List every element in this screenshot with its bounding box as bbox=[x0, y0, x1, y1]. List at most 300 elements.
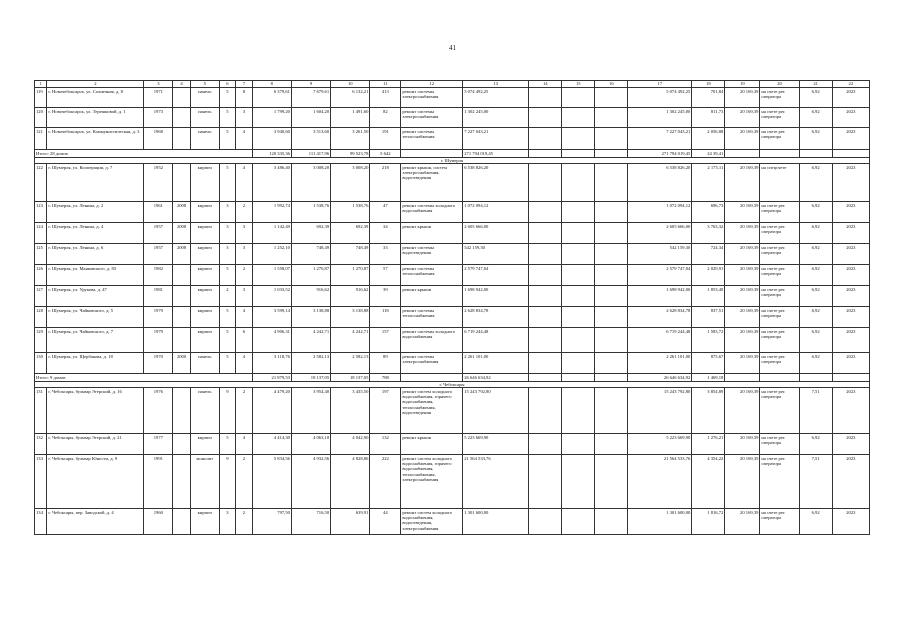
cell-c22: 2023 bbox=[832, 223, 869, 244]
cell-cost: 5 074 492,25 bbox=[463, 88, 529, 108]
total-empty bbox=[529, 150, 562, 158]
total-area-3: 18 137,05 bbox=[331, 374, 370, 382]
column-number-cell: 5 bbox=[190, 81, 219, 88]
cell-no: 127 bbox=[35, 286, 47, 307]
cell-ent: 3 bbox=[236, 286, 253, 307]
total-area-1: 21 879,53 bbox=[252, 374, 291, 382]
cell-fl: 3 bbox=[219, 223, 236, 244]
cell-year2: 2008 bbox=[173, 223, 191, 244]
cell-c17: 1 698 942,00 bbox=[628, 286, 692, 307]
column-number-cell: 1 bbox=[35, 81, 47, 88]
column-number-cell: 14 bbox=[529, 81, 562, 88]
cell-ent: 2 bbox=[236, 509, 253, 535]
cell-c21: 6,92 bbox=[799, 128, 832, 150]
cell-year: 1979 bbox=[144, 307, 173, 328]
cell-c16 bbox=[595, 223, 628, 244]
total-empty bbox=[725, 374, 760, 382]
cell-cost: 6 538 826,20 bbox=[463, 164, 529, 202]
cell-a1: 1 799,20 bbox=[252, 108, 291, 128]
cell-res: 47 bbox=[370, 202, 401, 223]
cell-work: ремонт системы теплоснабжения bbox=[401, 307, 463, 328]
cell-addr: г. Шумерля, ул. Ленина, д. 6 bbox=[47, 244, 144, 265]
cell-year: 1968 bbox=[144, 128, 173, 150]
cell-c15 bbox=[562, 164, 595, 202]
cell-res: 413 bbox=[370, 88, 401, 108]
cell-c21: 6,92 bbox=[799, 164, 832, 202]
cell-ent: 8 bbox=[236, 88, 253, 108]
cell-c14 bbox=[529, 353, 562, 374]
cell-a2: 4 932,56 bbox=[291, 455, 330, 509]
cell-a2: 3 954,40 bbox=[291, 388, 330, 434]
cell-fl: 5 bbox=[219, 265, 236, 286]
cell-c18: 1 583,72 bbox=[692, 328, 725, 353]
column-number-cell: 17 bbox=[628, 81, 692, 88]
cell-ent: 4 bbox=[236, 164, 253, 202]
cell-work: ремонт системы холодного водоснабжения bbox=[401, 202, 463, 223]
cell-a3: 1 270,87 bbox=[331, 265, 370, 286]
table-row bbox=[35, 244, 870, 265]
column-number-cell: 7 bbox=[236, 81, 253, 88]
total-cost: 271 794 019,45 bbox=[463, 150, 529, 158]
cell-a3: 3 138,88 bbox=[331, 307, 370, 328]
cell-a2: 3 008,20 bbox=[291, 164, 330, 202]
cell-c18: 1 276,21 bbox=[692, 434, 725, 455]
cell-cost: 6 719 244,48 bbox=[463, 328, 529, 353]
cell-ent: 4 bbox=[236, 434, 253, 455]
cell-c22: 2023 bbox=[832, 328, 869, 353]
cell-a1: 1 033,52 bbox=[252, 286, 291, 307]
cell-c16 bbox=[595, 434, 628, 455]
cell-c21: 6,92 bbox=[799, 328, 832, 353]
cell-cost: 542 159,30 bbox=[463, 244, 529, 265]
column-number-cell: 18 bbox=[692, 81, 725, 88]
cell-addr: г. Чебоксары, пер. Заводской, д. 4 bbox=[47, 509, 144, 535]
cell-a2: 1 538,76 bbox=[291, 202, 330, 223]
column-number-cell: 22 bbox=[832, 81, 869, 88]
cell-year2 bbox=[173, 307, 191, 328]
cell-a1: 4 906,31 bbox=[252, 328, 291, 353]
cell-c14 bbox=[529, 164, 562, 202]
cell-c22: 2023 bbox=[832, 434, 869, 455]
column-number-cell: 11 bbox=[370, 81, 401, 88]
cell-c14 bbox=[529, 128, 562, 150]
cell-c18: 3 854,89 bbox=[692, 388, 725, 434]
cell-c16 bbox=[595, 108, 628, 128]
cell-c20: на счете рег. оператора bbox=[760, 244, 799, 265]
cell-c22: 2023 bbox=[832, 164, 869, 202]
cell-c18: 1 853,49 bbox=[692, 286, 725, 307]
total-row bbox=[35, 374, 870, 382]
table-row bbox=[35, 286, 870, 307]
column-number-cell: 3 bbox=[144, 81, 173, 88]
cell-res: 34 bbox=[370, 223, 401, 244]
cell-c16 bbox=[595, 128, 628, 150]
cell-ent: 2 bbox=[236, 202, 253, 223]
cell-c19: 20 169,39 bbox=[725, 353, 760, 374]
table-row bbox=[35, 128, 870, 150]
cell-a1: 4 414,30 bbox=[252, 434, 291, 455]
cell-c16 bbox=[595, 455, 628, 509]
cell-c22: 2023 bbox=[832, 353, 869, 374]
cell-c17: 2 261 101,00 bbox=[628, 353, 692, 374]
cell-addr: г. Шумерля, ул. Маяковского, д. 83 bbox=[47, 265, 144, 286]
cell-c17: 2 605 666,00 bbox=[628, 223, 692, 244]
cell-c18: 3 763,32 bbox=[692, 223, 725, 244]
cell-c22: 2023 bbox=[832, 128, 869, 150]
cell-a3: 639,91 bbox=[331, 509, 370, 535]
cell-a1: 1 142,49 bbox=[252, 223, 291, 244]
cell-res: 82 bbox=[370, 108, 401, 128]
cell-c14 bbox=[529, 202, 562, 223]
cell-year2 bbox=[173, 388, 191, 434]
cell-res: 89 bbox=[370, 353, 401, 374]
cell-c21: 7,51 bbox=[799, 388, 832, 434]
cell-res: 157 bbox=[370, 328, 401, 353]
cell-c17: 7 227 043,21 bbox=[628, 128, 692, 150]
cell-no: 124 bbox=[35, 223, 47, 244]
cell-c20: на счете рег. оператора bbox=[760, 434, 799, 455]
total-empty bbox=[401, 374, 463, 382]
table-row bbox=[35, 265, 870, 286]
cell-a1: 1 558,07 bbox=[252, 265, 291, 286]
cell-c18: 2 175,11 bbox=[692, 164, 725, 202]
cell-c15 bbox=[562, 509, 595, 535]
cell-c15 bbox=[562, 434, 595, 455]
cell-c16 bbox=[595, 164, 628, 202]
cell-no: 128 bbox=[35, 307, 47, 328]
cell-work: ремонт системы водоотведения bbox=[401, 244, 463, 265]
cell-a1: 3 940,60 bbox=[252, 128, 291, 150]
total-residents: 788 bbox=[370, 374, 401, 382]
column-number-cell: 2 bbox=[47, 81, 144, 88]
cell-a2: 3 138,88 bbox=[291, 307, 330, 328]
cell-c22: 2023 bbox=[832, 88, 869, 108]
cell-c14 bbox=[529, 434, 562, 455]
cell-addr: г. Шумерля, ул. Ленина, д. 4 bbox=[47, 223, 144, 244]
cell-c18: 701,84 bbox=[692, 88, 725, 108]
cell-addr: г. Чебоксары, бульвар Юности, д. 9 bbox=[47, 455, 144, 509]
cell-fl: 5 bbox=[219, 353, 236, 374]
cell-c20: на счете рег. оператора bbox=[760, 455, 799, 509]
cell-work: ремонт крыши, систем электроснабжения, водоотведения bbox=[401, 164, 463, 202]
cell-work: ремонт системы электроснабжения bbox=[401, 88, 463, 108]
cell-cost: 2 579 747,04 bbox=[463, 265, 529, 286]
cell-no: 125 bbox=[35, 244, 47, 265]
cell-a2: 692,39 bbox=[291, 223, 330, 244]
total-label: Итого: 28 домов bbox=[35, 150, 253, 158]
cell-mat: панель bbox=[190, 108, 219, 128]
total-area-2: 18 137,05 bbox=[291, 374, 330, 382]
cell-c17: 1 302 245,00 bbox=[628, 108, 692, 128]
cell-fl: 5 bbox=[219, 128, 236, 150]
total-area-3: 99 523,78 bbox=[331, 150, 370, 158]
cell-a3: 748,49 bbox=[331, 244, 370, 265]
table-row bbox=[35, 388, 870, 434]
cell-c15 bbox=[562, 244, 595, 265]
total-cost: 26 646 634,92 bbox=[463, 374, 529, 382]
cell-a3: 3 008,20 bbox=[331, 164, 370, 202]
table-row bbox=[35, 353, 870, 374]
cell-year2 bbox=[173, 265, 191, 286]
cell-c17: 6 538 826,20 bbox=[628, 164, 692, 202]
column-number-cell: 20 bbox=[760, 81, 799, 88]
cell-ent: 4 bbox=[236, 128, 253, 150]
cell-c16 bbox=[595, 307, 628, 328]
cell-c14 bbox=[529, 328, 562, 353]
cell-fl: 5 bbox=[219, 307, 236, 328]
column-number-cell: 12 bbox=[401, 81, 463, 88]
cell-work: ремонт крыши bbox=[401, 434, 463, 455]
cell-res: 39 bbox=[370, 286, 401, 307]
cell-cost: 7 227 043,21 bbox=[463, 128, 529, 150]
total-label: Итого: 9 домов bbox=[35, 374, 253, 382]
cell-res: 33 bbox=[370, 244, 401, 265]
cell-c20: на счете рег. оператора bbox=[760, 328, 799, 353]
cell-c18: 2 056,88 bbox=[692, 128, 725, 150]
cell-no: 131 bbox=[35, 388, 47, 434]
cell-c17: 2 628 834,78 bbox=[628, 307, 692, 328]
table-row bbox=[35, 164, 870, 202]
cell-mat: кирпич bbox=[190, 244, 219, 265]
column-number-cell: 16 bbox=[595, 81, 628, 88]
cell-a2: 748,49 bbox=[291, 244, 330, 265]
column-number-cell: 15 bbox=[562, 81, 595, 88]
cell-ent: 2 bbox=[236, 455, 253, 509]
cell-c15 bbox=[562, 223, 595, 244]
cell-c19: 20 169,39 bbox=[725, 286, 760, 307]
cell-ent: 6 bbox=[236, 328, 253, 353]
section-title: г. Чебоксары bbox=[35, 382, 870, 388]
cell-year: 1982 bbox=[144, 265, 173, 286]
cell-cost: 1 698 942,00 bbox=[463, 286, 529, 307]
cell-c14 bbox=[529, 307, 562, 328]
cell-c15 bbox=[562, 328, 595, 353]
cell-year2 bbox=[173, 509, 191, 535]
cell-fl: 3 bbox=[219, 202, 236, 223]
cell-no: 129 bbox=[35, 328, 47, 353]
cell-a2: 716,50 bbox=[291, 509, 330, 535]
cell-c20: на счете рег. оператора bbox=[760, 202, 799, 223]
section-title: г. Шумерля bbox=[35, 158, 870, 164]
cell-year: 1952 bbox=[144, 164, 173, 202]
cell-c21: 6,92 bbox=[799, 108, 832, 128]
cell-c14 bbox=[529, 388, 562, 434]
cell-cost: 1 301 600,00 bbox=[463, 509, 529, 535]
cell-c14 bbox=[529, 108, 562, 128]
cell-year2 bbox=[173, 108, 191, 128]
cell-addr: г. Шумерля, ул. Урукова, д. 47 bbox=[47, 286, 144, 307]
cell-c19: 20 169,39 bbox=[725, 164, 760, 202]
cell-c21: 6,92 bbox=[799, 223, 832, 244]
register-table-body bbox=[35, 81, 870, 535]
cell-year2 bbox=[173, 128, 191, 150]
cell-mat: панель bbox=[190, 388, 219, 434]
cell-c14 bbox=[529, 265, 562, 286]
cell-cost: 21 564 533,76 bbox=[463, 455, 529, 509]
cell-a1: 6 379,61 bbox=[252, 88, 291, 108]
cell-cost: 2 628 834,78 bbox=[463, 307, 529, 328]
cell-year: 1961 bbox=[144, 202, 173, 223]
cell-c20: на спецсчете bbox=[760, 164, 799, 202]
cell-a1: 5 834,56 bbox=[252, 455, 291, 509]
cell-c18: 811,73 bbox=[692, 108, 725, 128]
cell-a3: 916,62 bbox=[331, 286, 370, 307]
cell-mat: кирпич bbox=[190, 509, 219, 535]
cell-c18: 1 816,72 bbox=[692, 509, 725, 535]
cell-mat: кирпич bbox=[190, 164, 219, 202]
cell-c14 bbox=[529, 223, 562, 244]
total-empty bbox=[595, 150, 628, 158]
total-empty bbox=[595, 374, 628, 382]
cell-work: ремонт системы электроснабжения bbox=[401, 353, 463, 374]
cell-c21: 6,92 bbox=[799, 353, 832, 374]
cell-c16 bbox=[595, 244, 628, 265]
cell-mat: кирпич bbox=[190, 328, 219, 353]
cell-a2: 2 582,13 bbox=[291, 353, 330, 374]
cell-cost: 2 605 666,00 bbox=[463, 223, 529, 244]
cell-c14 bbox=[529, 455, 562, 509]
cell-c16 bbox=[595, 202, 628, 223]
cell-year2 bbox=[173, 286, 191, 307]
total-empty bbox=[401, 150, 463, 158]
column-number-cell: 10 bbox=[331, 81, 370, 88]
cell-a1: 1 992,74 bbox=[252, 202, 291, 223]
cell-year: 1971 bbox=[144, 88, 173, 108]
cell-c21: 6,92 bbox=[799, 286, 832, 307]
cell-cost: 1 302 245,00 bbox=[463, 108, 529, 128]
cell-c17: 6 719 244,48 bbox=[628, 328, 692, 353]
cell-c18: 2 029,91 bbox=[692, 265, 725, 286]
cell-c17: 2 579 747,04 bbox=[628, 265, 692, 286]
cell-c20: на счете рег. оператора bbox=[760, 108, 799, 128]
cell-c21: 7,51 bbox=[799, 455, 832, 509]
cell-c18: 837,51 bbox=[692, 307, 725, 328]
cell-a3: 2 582,13 bbox=[331, 353, 370, 374]
cell-c20: на счете рег. оператора bbox=[760, 88, 799, 108]
cell-a2: 4 242,71 bbox=[291, 328, 330, 353]
cell-c18: 875,67 bbox=[692, 353, 725, 374]
cell-fl: 9 bbox=[219, 388, 236, 434]
cell-year2 bbox=[173, 328, 191, 353]
total-empty bbox=[529, 374, 562, 382]
cell-mat: монолит bbox=[190, 455, 219, 509]
cell-c21: 6,92 bbox=[799, 307, 832, 328]
total-empty bbox=[832, 150, 869, 158]
cell-addr: г. Шумерля, ул. Чайковского, д. 7 bbox=[47, 328, 144, 353]
cell-c20: на счете рег. оператора bbox=[760, 353, 799, 374]
cell-year: 1960 bbox=[144, 509, 173, 535]
cell-ent: 4 bbox=[236, 353, 253, 374]
cell-year2: 2000 bbox=[173, 353, 191, 374]
cell-c19: 20 169,39 bbox=[725, 88, 760, 108]
cell-a3: 692,39 bbox=[331, 223, 370, 244]
cell-mat: кирпич bbox=[190, 307, 219, 328]
cell-c17: 542 159,30 bbox=[628, 244, 692, 265]
cell-fl: 5 bbox=[219, 108, 236, 128]
cell-fl: 2 bbox=[219, 286, 236, 307]
cell-c16 bbox=[595, 328, 628, 353]
cell-c17: 1 301 600,00 bbox=[628, 509, 692, 535]
cell-c22: 2023 bbox=[832, 509, 869, 535]
cell-c22: 2023 bbox=[832, 307, 869, 328]
cell-a3: 3 435,50 bbox=[331, 388, 370, 434]
cell-year: 1957 bbox=[144, 244, 173, 265]
cell-c14 bbox=[529, 286, 562, 307]
cell-c14 bbox=[529, 88, 562, 108]
cell-fl: 5 bbox=[219, 434, 236, 455]
cell-c15 bbox=[562, 388, 595, 434]
register-table-container bbox=[34, 80, 870, 535]
cell-res: 191 bbox=[370, 128, 401, 150]
cell-mat: кирпич bbox=[190, 434, 219, 455]
cell-no: 130 bbox=[35, 353, 47, 374]
cell-year: 1981 bbox=[144, 286, 173, 307]
cell-year: 1973 bbox=[144, 108, 173, 128]
cell-year: 1957 bbox=[144, 223, 173, 244]
cell-year: 1970 bbox=[144, 353, 173, 374]
cell-a2: 4 063,10 bbox=[291, 434, 330, 455]
column-number-cell: 6 bbox=[219, 81, 236, 88]
cell-a2: 1 270,87 bbox=[291, 265, 330, 286]
cell-work: ремонт системы холодного водоснабжения bbox=[401, 328, 463, 353]
cell-c16 bbox=[595, 88, 628, 108]
cell-a2: 3 513,60 bbox=[291, 128, 330, 150]
cell-fl: 3 bbox=[219, 244, 236, 265]
cell-c17: 1 072 094,12 bbox=[628, 202, 692, 223]
cell-c18: 4 354,22 bbox=[692, 455, 725, 509]
cell-c19: 20 169,39 bbox=[725, 328, 760, 353]
cell-year: 1991 bbox=[144, 455, 173, 509]
cell-c19: 20 169,39 bbox=[725, 455, 760, 509]
cell-c22: 2023 bbox=[832, 286, 869, 307]
cell-work: ремонт систем холодного водоснабжения, горячего водоснабжения, теплоснабжения, электроснабжения bbox=[401, 455, 463, 509]
cell-a1: 797,50 bbox=[252, 509, 291, 535]
cell-c19: 20 169,39 bbox=[725, 223, 760, 244]
cell-work: ремонт системы электроснабжения bbox=[401, 108, 463, 128]
cell-work: ремонт крыши bbox=[401, 223, 463, 244]
cell-ent: 2 bbox=[236, 265, 253, 286]
cell-c21: 6,92 bbox=[799, 244, 832, 265]
cell-c16 bbox=[595, 388, 628, 434]
cell-no: 119 bbox=[35, 88, 47, 108]
cell-c14 bbox=[529, 509, 562, 535]
cell-c19: 20 169,39 bbox=[725, 388, 760, 434]
cell-addr: г. Шумерля, ул. Чайковского, д. 5 bbox=[47, 307, 144, 328]
column-number-cell: 19 bbox=[725, 81, 760, 88]
cell-c22: 2023 bbox=[832, 455, 869, 509]
cell-addr: г. Шумерля, ул. Ленина, д. 2 bbox=[47, 202, 144, 223]
total-cost-17: 271 794 019,45 bbox=[628, 150, 692, 158]
cell-c17: 21 564 533,76 bbox=[628, 455, 692, 509]
total-empty bbox=[799, 150, 832, 158]
page-number: 41 bbox=[449, 44, 456, 52]
cell-year: 1979 bbox=[144, 328, 173, 353]
table-row bbox=[35, 223, 870, 244]
cell-no: 123 bbox=[35, 202, 47, 223]
cell-addr: г. Новочебоксарск, ул. Терешковой, д. 1 bbox=[47, 108, 144, 128]
cell-c20: на счете рег. оператора bbox=[760, 286, 799, 307]
cell-work: ремонт системы теплоснабжения bbox=[401, 128, 463, 150]
cell-fl: 5 bbox=[219, 88, 236, 108]
cell-c19: 20 169,39 bbox=[725, 202, 760, 223]
cell-ent: 2 bbox=[236, 388, 253, 434]
cell-addr: г. Шумерля, ул. Щербакова, д. 18 bbox=[47, 353, 144, 374]
cell-no: 126 bbox=[35, 265, 47, 286]
cell-c20: на счете рег. оператора bbox=[760, 307, 799, 328]
cell-c16 bbox=[595, 353, 628, 374]
cell-a2: 7 679,61 bbox=[291, 88, 330, 108]
cell-a3: 1 491,60 bbox=[331, 108, 370, 128]
